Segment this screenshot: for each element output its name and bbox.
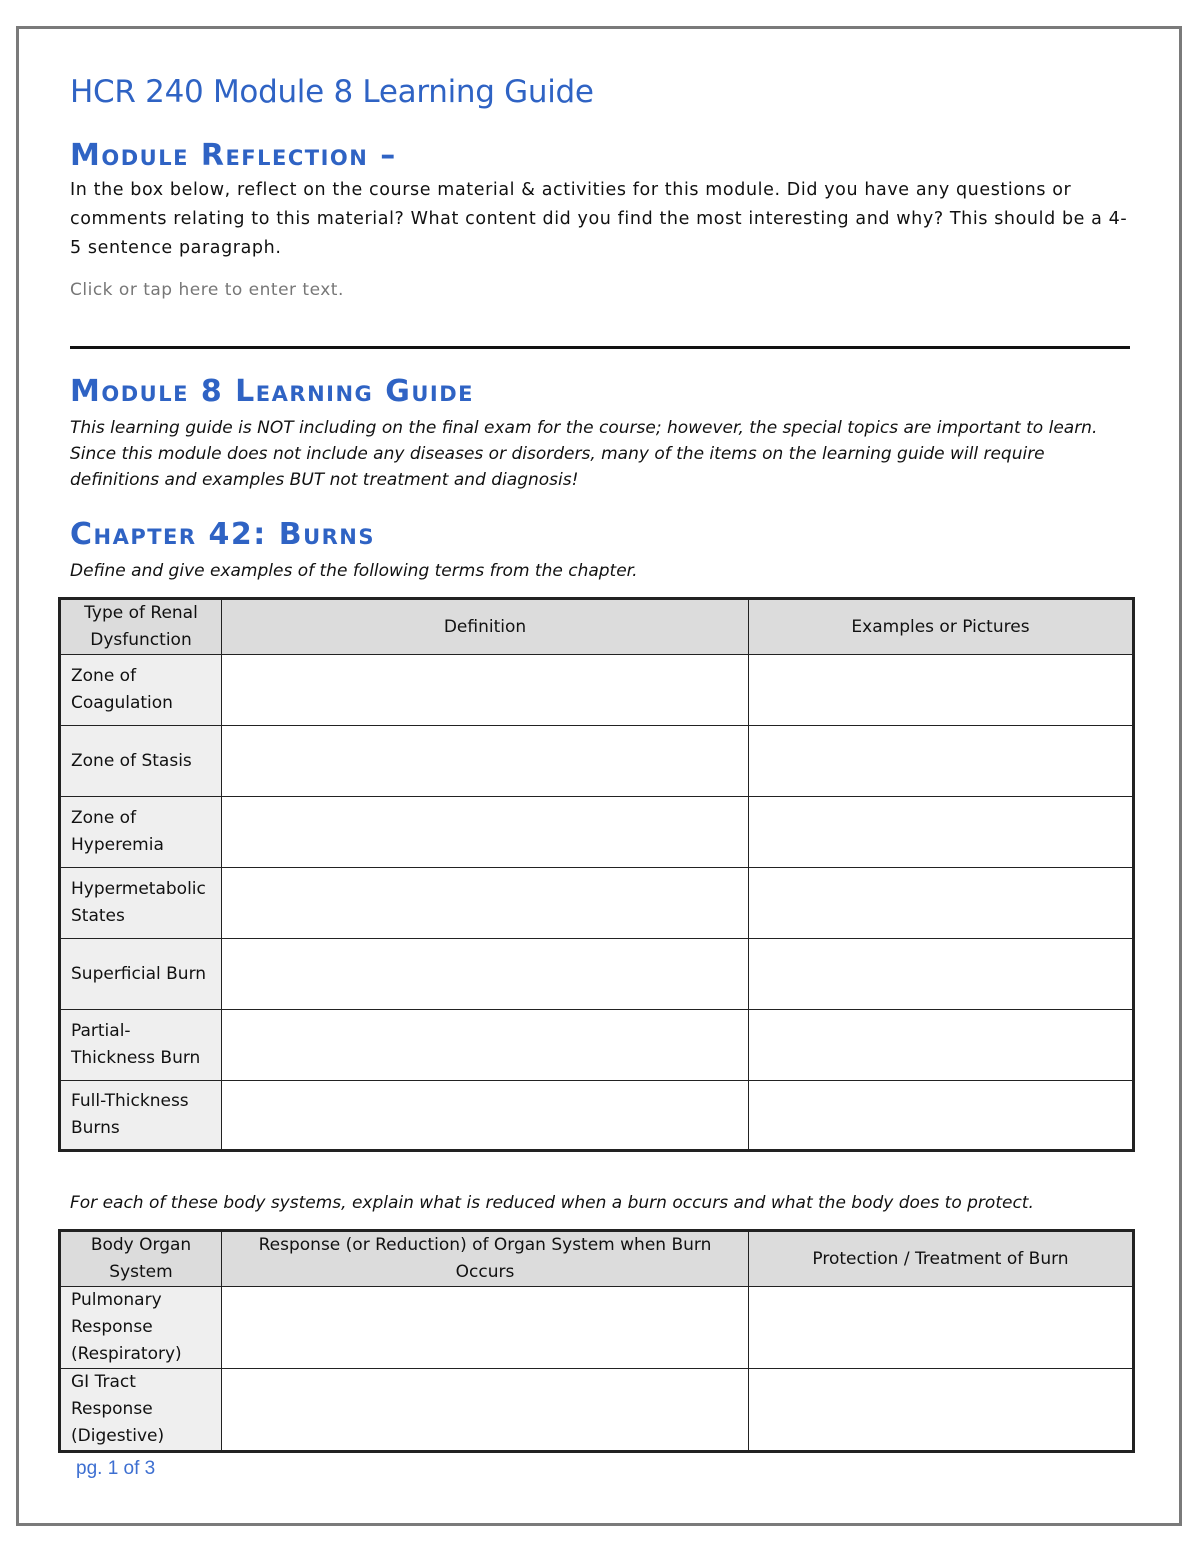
systems-instruction: For each of these body systems, explain what is reduced when a burn occurs and what the body does to protect. [70, 1193, 1034, 1213]
section-divider [70, 346, 1130, 349]
column-header: Response (or Reduction) of Organ System when Burn Occurs [222, 1231, 749, 1287]
definition-cell[interactable] [222, 655, 749, 726]
row-label: Zone of Stasis [60, 726, 222, 797]
table-row [60, 655, 1134, 726]
definition-cell[interactable] [222, 1010, 749, 1081]
definition-cell[interactable] [222, 868, 749, 939]
definition-cell[interactable] [222, 797, 749, 868]
learning-guide-heading: Module 8 Learning Guide [70, 374, 474, 409]
examples-cell[interactable] [749, 868, 1134, 939]
reflection-text-input[interactable]: Click or tap here to enter text. [70, 280, 344, 300]
systems-table [58, 1229, 1135, 1453]
row-label: GI Tract Response (Digestive) [60, 1369, 222, 1452]
examples-cell[interactable] [749, 939, 1134, 1010]
response-cell[interactable] [222, 1369, 749, 1452]
table-row [60, 797, 1134, 868]
module-reflection-heading: Module Reflection – [70, 138, 397, 173]
table-row [60, 868, 1134, 939]
table-row [60, 726, 1134, 797]
terms-table [58, 597, 1135, 1152]
table-row [60, 1369, 1134, 1452]
document-title: HCR 240 Module 8 Learning Guide [70, 74, 594, 110]
row-label: Full-Thickness Burns [60, 1081, 222, 1151]
column-header: Body Organ System [60, 1231, 222, 1287]
column-header: Protection / Treatment of Burn [749, 1231, 1134, 1287]
examples-cell[interactable] [749, 726, 1134, 797]
protection-cell[interactable] [749, 1287, 1134, 1369]
row-label: Partial-Thickness Burn [60, 1010, 222, 1081]
page-number: pg. 1 of 3 [76, 1458, 156, 1479]
row-label: Hypermetabolic States [60, 868, 222, 939]
column-header: Examples or Pictures [749, 599, 1134, 655]
examples-cell[interactable] [749, 1081, 1134, 1151]
protection-cell[interactable] [749, 1369, 1134, 1452]
row-label: Superficial Burn [60, 939, 222, 1010]
definition-cell[interactable] [222, 726, 749, 797]
examples-cell[interactable] [749, 655, 1134, 726]
table-row [60, 1081, 1134, 1151]
examples-cell[interactable] [749, 797, 1134, 868]
chapter-heading: Chapter 42: Burns [70, 517, 375, 552]
reflection-instructions: In the box below, reflect on the course material & activities for this module. Did you have any questions or comments relating to this material? What content did you find the most interesting and why? This should be a 4-5 sentence paragraph. [70, 180, 1128, 258]
chapter-instruction: Define and give examples of the following terms from the chapter. [70, 561, 638, 581]
row-label: Zone of Hyperemia [60, 797, 222, 868]
learning-guide-note: This learning guide is NOT including on the final exam for the course; however, the special topics are important to learn. Since this module does not include any diseases or disorders, many of the items on the learning guide will require definitions and examples BUT not treatment and diagnosis! [70, 418, 1098, 490]
table-header-row [60, 599, 1134, 655]
column-header: Definition [222, 599, 749, 655]
row-label: Pulmonary Response (Respiratory) [60, 1287, 222, 1369]
table-row [60, 1010, 1134, 1081]
response-cell[interactable] [222, 1287, 749, 1369]
table-row [60, 939, 1134, 1010]
column-header: Type of Renal Dysfunction [60, 599, 222, 655]
table-header-row [60, 1231, 1134, 1287]
definition-cell[interactable] [222, 1081, 749, 1151]
definition-cell[interactable] [222, 939, 749, 1010]
table-row [60, 1287, 1134, 1369]
examples-cell[interactable] [749, 1010, 1134, 1081]
row-label: Zone of Coagulation [60, 655, 222, 726]
